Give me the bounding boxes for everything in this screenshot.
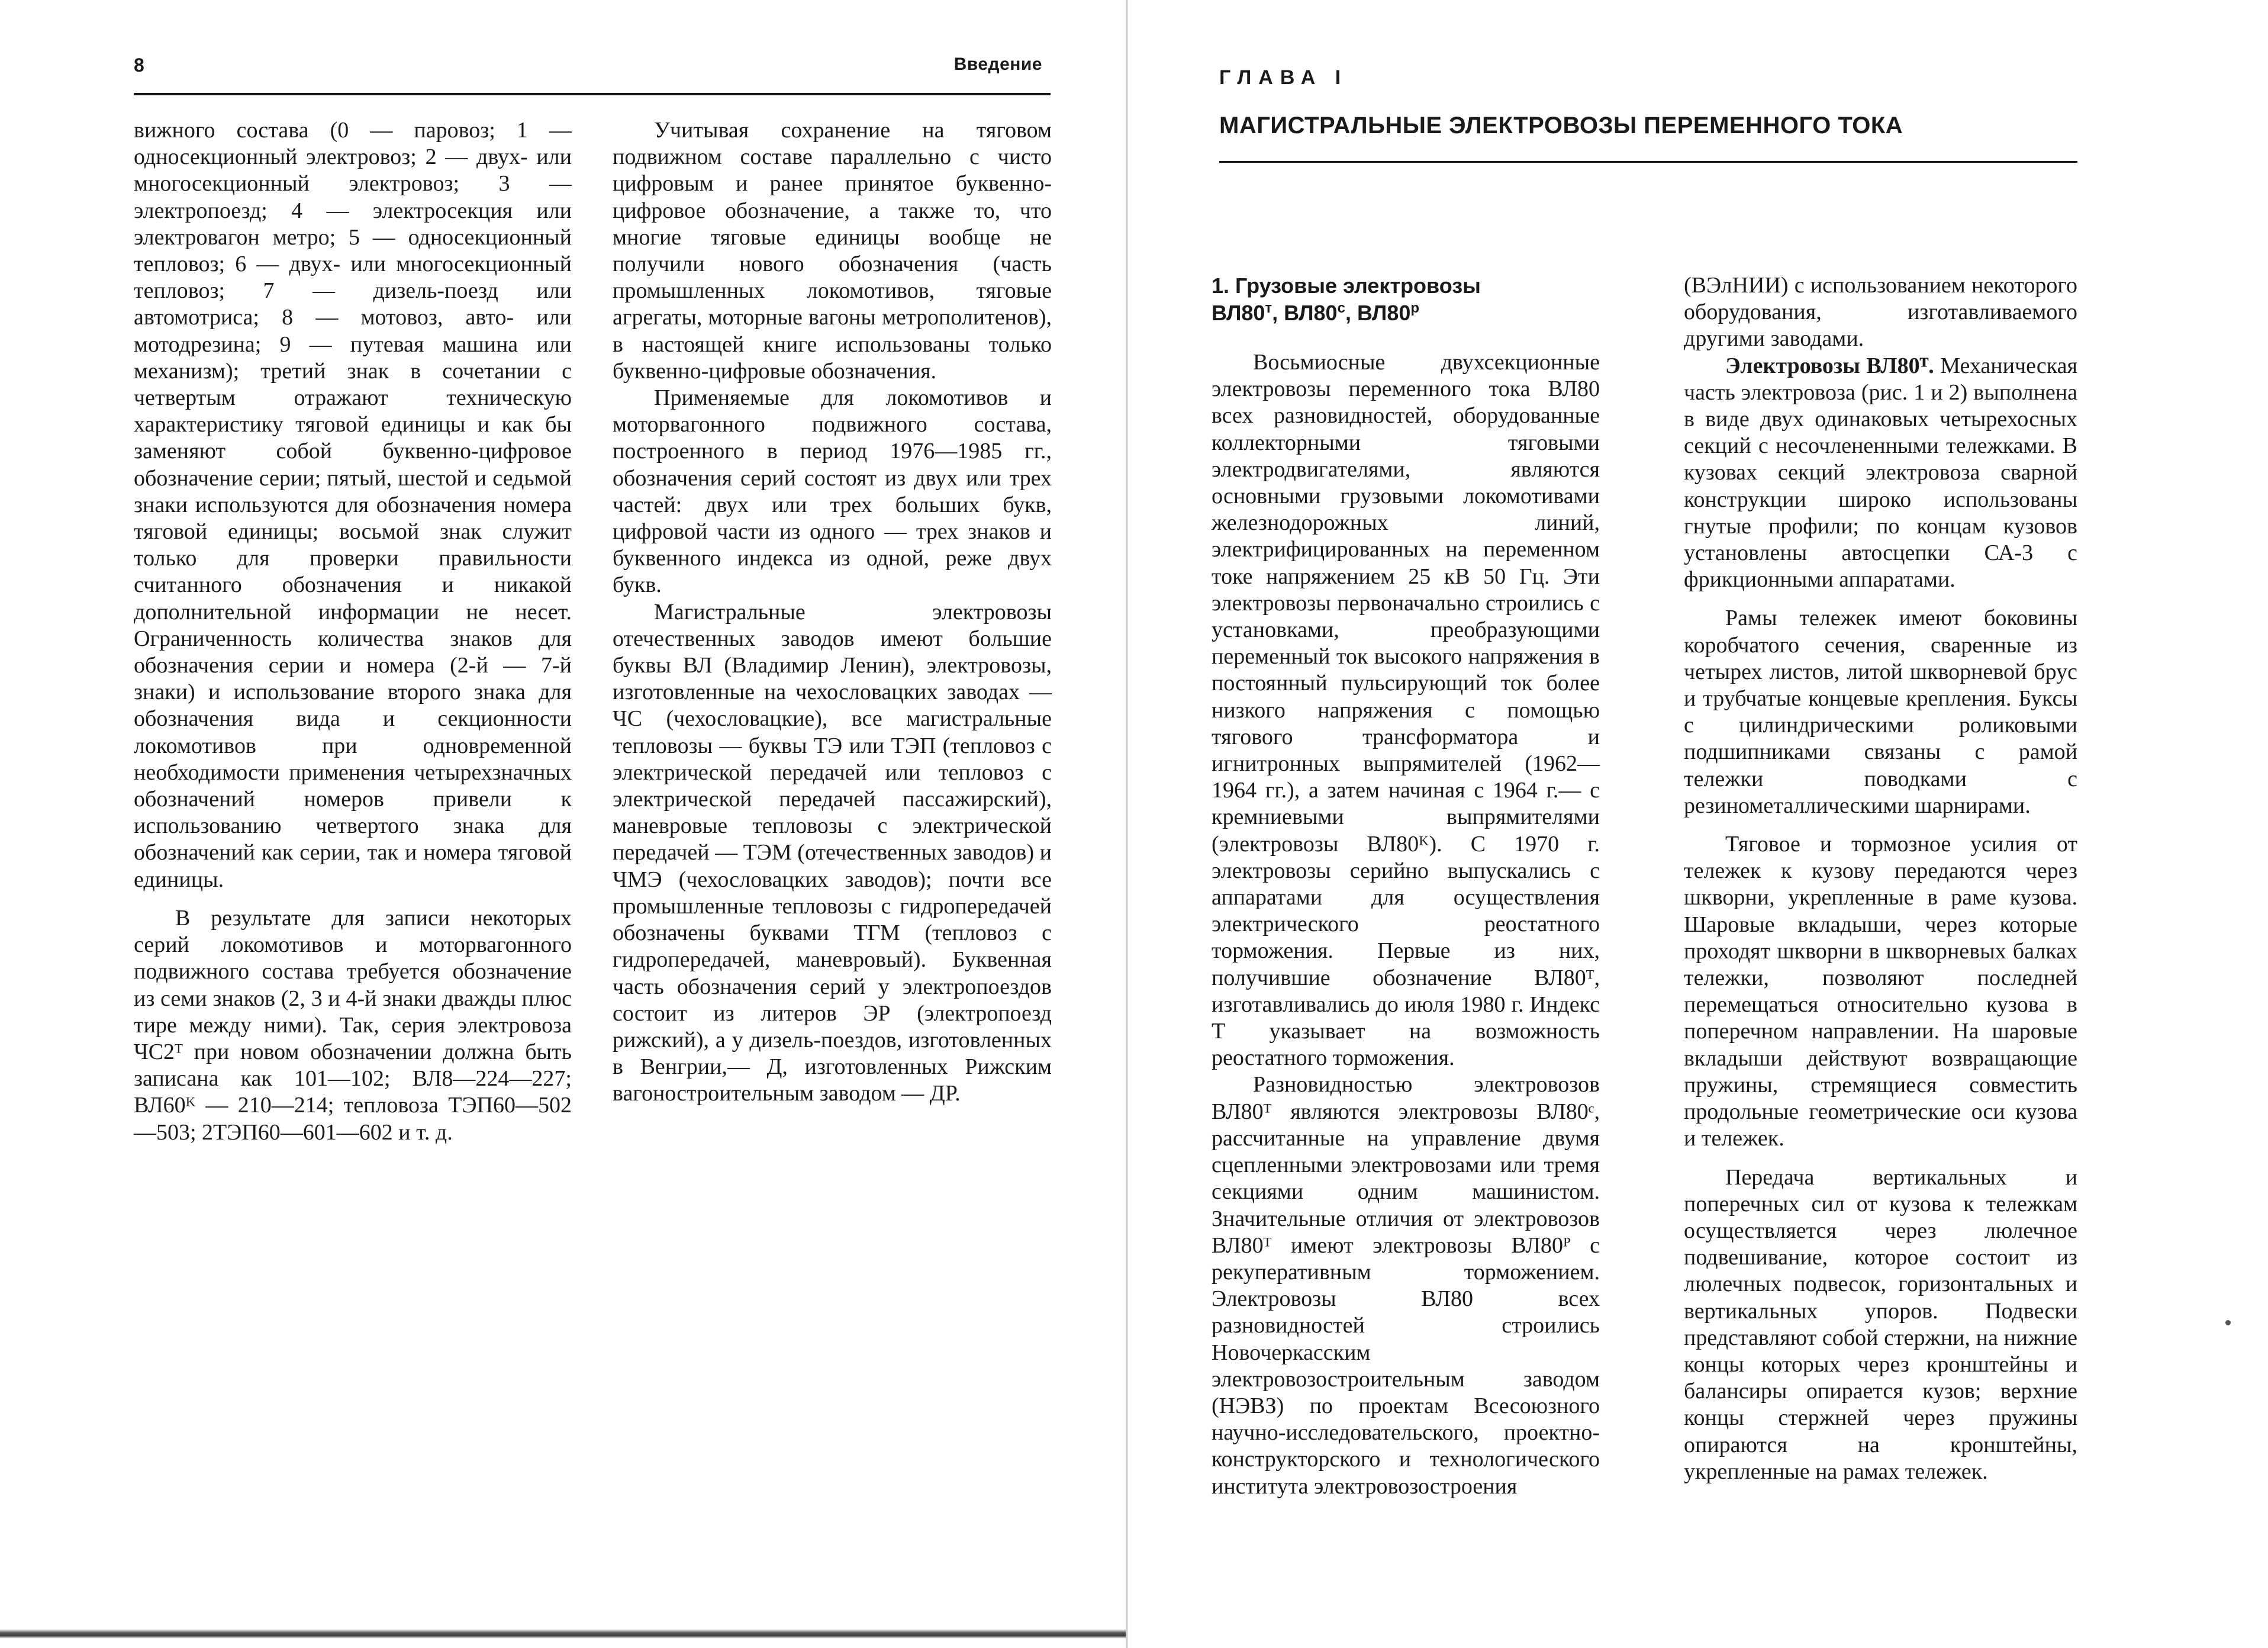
run-in-heading: Электровозы ВЛ80ᵀ. (1725, 353, 1934, 378)
section-heading (1212, 272, 1600, 327)
left-column-1 (134, 117, 572, 1146)
paragraph: Электровозы ВЛ80ᵀ. Механическая часть электровоза (рис. 1 и 2) выполнена в виде двух одинаковых четырехосных секций с несочлененными тележками. В кузовах секций электровоза сварной конструкции широко использованы гнутые профили; по концам кузовов установлены автосцепки СА-3 с фрикционными аппаратами. (1684, 353, 2077, 593)
paragraph: Рамы тележек имеют боковины коробчатого сечения, сваренные из четырех листов, литой шкворневой брус и трубчатые концевые крепления. Буксы с цилиндрическими роликовыми подшипниками связаны с рамой тележки поводками с резинометаллическими шарнирами. (1684, 606, 2077, 818)
paragraph: вижного состава (0 — паровоз; 1 — односекционный электровоз; 2 — двух- или многосекционный электровоз; 3 — электропоезд; 4 — электросекция или электровагон метро; 5 — односекционный тепловоз; 6 — двух- или многосекционный тепловоз; 7 — дизель-поезд или автомотриса; 8 — мотовоз, авто- или мотодрезина; 9 — путевая машина или механизм); третий знак в сочетании с четвертым отражают техническую характеристику тяговой единицы и как бы заменяют собой буквенно-цифровое обозначение серии; пятый, шестой и седьмой знаки используются для обозначения номера тяговой единицы; восьмой знак служит только для проверки правильности считанного обозначения и никакой дополнительной информации не несет. Ограниченность количества знаков для обозначения серии и номера (2-й — 7-й знаки) и использование второго знака для обозначения вида и секционности локомотивов при одновременной необходимости применения четырехзначных обозначений номеров привели к использованию четвертого знака для обозначений как серии, так и номера тяговой единицы. (134, 118, 572, 892)
page-number: 8 (134, 54, 144, 76)
left-page (0, 0, 1127, 1648)
scan-bottom-shadow (0, 1629, 1126, 1639)
paragraph: Восьмиосные двухсекционные электровозы переменного тока ВЛ80 всех разновидностей, оборудованные коллекторными тяговыми электродвигателями, являются основными грузовыми локомотивами железнодорожных линий, электрифицированных на переменном токе напряжением 25 кВ 50 Гц. Эти электровозы первоначально строились с установками, преобразующими переменный ток высокого напряжения в постоянный пульсирующий ток более низкого напряжения с помощью тягового трансформатора и игнитронных выпрямителей (1962—1964 гг.), а затем начиная с 1964 г.— с кремниевыми выпрямителями (электровозы ВЛ80ᴷ). С 1970 г. электровозы серийно выпускались с аппаратами для осуществления электрического реостатного торможения. Первые из них, получившие обозначение ВЛ80ᵀ, изготавливались до июля 1980 г. Индекс Т указывает на возможность реостатного торможения. (1212, 350, 1600, 1071)
right-page (1127, 0, 2268, 1648)
right-column-1 (1212, 272, 1600, 1500)
paragraph: Разновидностью электровозов ВЛ80ᵀ являются электровозы ВЛ80ᶜ, рассчитанные на управление двумя сцепленными электровозами или тремя секциями одним машинистом. Значительные отличия от электровозов ВЛ80ᵀ имеют электровозы ВЛ80ᴾ с рекуперативным торможением. Электровозы ВЛ80 всех разновидностей строились Новочеркасским электровозостроительным заводом (НЭВЗ) по проектам Всесоюзного научно-исследовательского, проектно-конструкторского и технологического института электровозостроения (1212, 1072, 1600, 1499)
paragraph: Магистральные электровозы отечественных заводов имеют большие буквы ВЛ (Владимир Ленин), электровозы, изготовленные на чехословацких заводах — ЧС (чехословацкие), все магистральные тепловозы — буквы ТЭ или ТЭП (тепловоз с электрической передачей или тепловоз с электрической передачей пассажирский), маневровые тепловозы с электрической передачей — ТЭМ (отечественных заводов) и ЧМЭ (чехословацких заводов); почти все промышленные тепловозы с гидропередачей обозначены буквами ТГМ (тепловоз с гидропередачей, маневровый). Буквенная часть обозначения серий у электропоездов состоит из литеров ЭР (электропоезд рижский), а у дизель-поездов, изготовленных в Венгрии,— Д, изготовленных Рижским вагоностроительным заводом — ДР. (613, 599, 1052, 1106)
paragraph: В результате для записи некоторых серий локомотивов и моторвагонного подвижного состава требуется обозначение из семи знаков (2, 3 и 4-й знаки дважды плюс тире между ними). Так, серия электровоза ЧС2ᵀ при новом обозначении должна быть записана как 101—102; ВЛ8—224—227; ВЛ60ᴷ — 210—214; тепловоза ТЭП60—502—503; 2ТЭП60—601—602 и т. д. (134, 905, 572, 1145)
paragraph: (ВЭлНИИ) с использованием некоторого оборудования, изготавливаемого другими заводами. (1684, 273, 2077, 352)
section-heading-line-1: 1. Грузовые электровозы (1212, 273, 1481, 298)
header-rule (134, 93, 1051, 95)
chapter-title: МАГИСТРАЛЬНЫЕ ЭЛЕКТРОВОЗЫ ПЕРЕМЕННОГО ТОКА (1219, 112, 1903, 139)
chapter-rule (1219, 161, 2077, 163)
scan-speck (2225, 1320, 2231, 1325)
section-heading-line-2: $ВЛ80^т$, $ВЛ80^с$, $ВЛ80^р$ (1212, 300, 1420, 325)
running-header-title: Введение (953, 54, 1042, 74)
left-column-2 (613, 117, 1052, 1108)
chapter-label: ГЛАВА I (1219, 66, 1348, 89)
paragraph: Учитывая сохранение на тяговом подвижном составе параллельно с чисто цифровым и ранее принятое буквенно-цифровое обозначение, а также то, что многие тяговые единицы вообще не получили нового обозначения (часть промышленных локомотивов, тяговые агрегаты, моторные вагоны метрополитенов), в настоящей книге использованы только буквенно-цифровые обозначения. (613, 118, 1052, 384)
paragraph: Применяемые для локомотивов и моторвагонного подвижного состава, построенного в период 1976—1985 гг., обозначения серий состоят из двух или трех частей: двух или трех больших букв, цифровой части из одного — трех знаков и буквенного индекса из одной, реже двух букв. (613, 385, 1052, 598)
paragraph: Передача вертикальных и поперечных сил от кузова к тележкам осуществляется через люлечное подвешивание, которое состоит из люлечных подвесок, горизонтальных и вертикальных упоров. Подвески представляют собой стержни, на нижние концы которых через кронштейны и балансиры опирается кузов; верхние концы стержней через пружины опираются на кронштейны, укрепленные на рамах тележек. (1684, 1164, 2077, 1484)
right-column-2 (1684, 272, 2077, 1485)
paragraph: Тяговое и тормозное усилия от тележек к кузову передаются через шкворни, укрепленные в раме кузова. Шаровые вкладыши, через которые проходят шкворни в шкворневых балках тележки, позволяют последней перемещаться относительно кузова в поперечном направлении. На шаровые вкладыши действуют возвращающие пружины, стремящиеся совместить продольные геометрические оси кузова и тележек. (1684, 832, 2077, 1151)
